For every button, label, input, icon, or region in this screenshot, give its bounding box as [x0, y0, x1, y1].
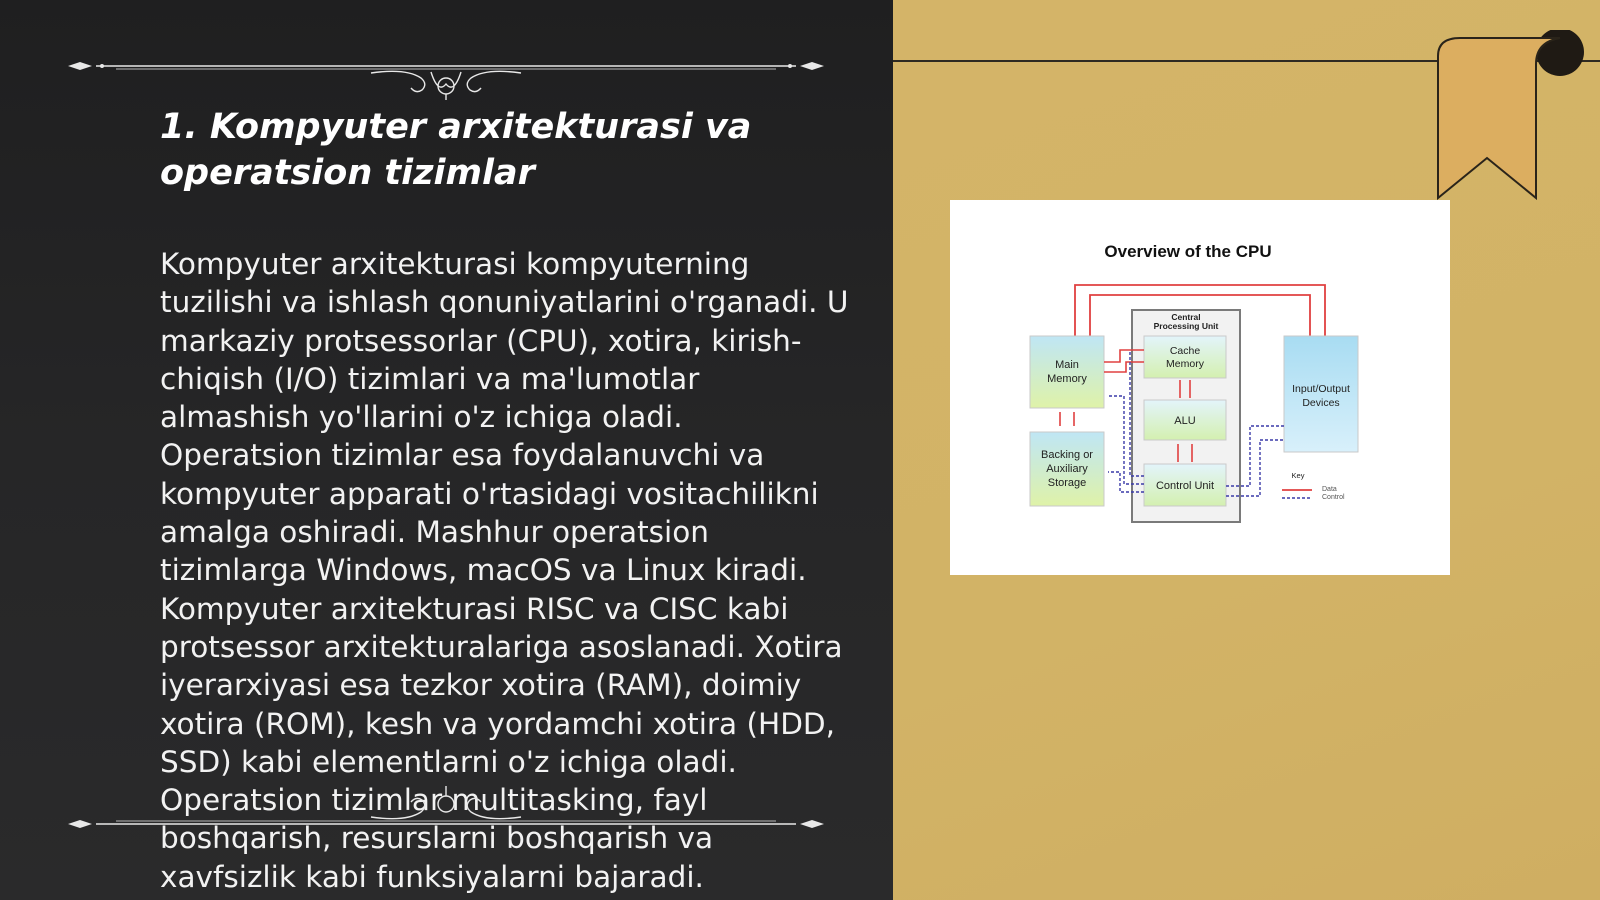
top-ornament-divider [66, 40, 826, 100]
control-unit-label: Control Unit [1155, 480, 1215, 492]
cpu-label-line1: Central [1171, 312, 1201, 322]
cpu-diagram [950, 200, 1450, 575]
cache-memory-line1: Cache [1169, 345, 1201, 357]
backing-storage-line1: Backing or [1041, 449, 1093, 461]
bookmark-icon [1430, 30, 1600, 200]
main-memory-line2: Memory [1047, 373, 1087, 385]
cpu-label-line2: Processing Unit [1153, 321, 1219, 331]
cache-memory-box [1144, 336, 1226, 378]
io-devices-line2: Devices [1302, 397, 1340, 409]
cpu-diagram-figure [950, 200, 1450, 575]
diagram-title: Overview of the CPU [1104, 242, 1272, 261]
backing-storage-line2: Auxiliary [1046, 463, 1088, 475]
backing-storage-line3: Storage [1047, 477, 1087, 489]
main-memory-box [1030, 336, 1104, 408]
key-data-text: Data [1322, 486, 1337, 493]
bottom-ornament-divider [66, 772, 826, 832]
main-memory-line1: Main [1055, 359, 1079, 371]
slide-title [160, 104, 840, 196]
slide-title-line1: 1. Kompyuter arxitekturasi va [160, 107, 752, 147]
alu-label: ALU [1174, 415, 1196, 427]
key-label: Key [1291, 471, 1305, 480]
key-control-text: Control [1322, 494, 1345, 501]
slide-title-line2: operatsion tizimlar [160, 153, 535, 193]
slide-body-text: Kompyuter arxitekturasi kompyuterning tuzilishi va ishlash qonuniyatlarini o'rganadi. U markaziy protsessorlar (CPU), xotira, kirish-chiqish (I/O) tizimlari va ma'lumotlar almashish yo'llarini o'z ichiga oladi. Operatsion tizimlar esa foydalanuvchi va kompyuter apparati o'rtasidagi vositachilikni amalga oshiradi. Mashhur operatsion tizimlarga Windows, macOS va Linux kiradi. Kompyuter arxitekturasi RISC va CISC kabi protsessor arxitekturalariga asoslanadi. Xotira iyerarxiyasi esa tezkor xotira (RAM), doimiy xotira (ROM), kesh va yordamchi xotira (HDD, SSD) kabi elementlarni o'z ichiga oladi. Operatsion tizimlar multitasking, fayl boshqarish, resurslarni boshqarish va xavfsizlik kabi funksiyalarni bajaradi. [160, 247, 849, 894]
cache-memory-line2: Memory [1166, 358, 1204, 370]
io-devices-line1: Input/Output [1292, 383, 1350, 395]
